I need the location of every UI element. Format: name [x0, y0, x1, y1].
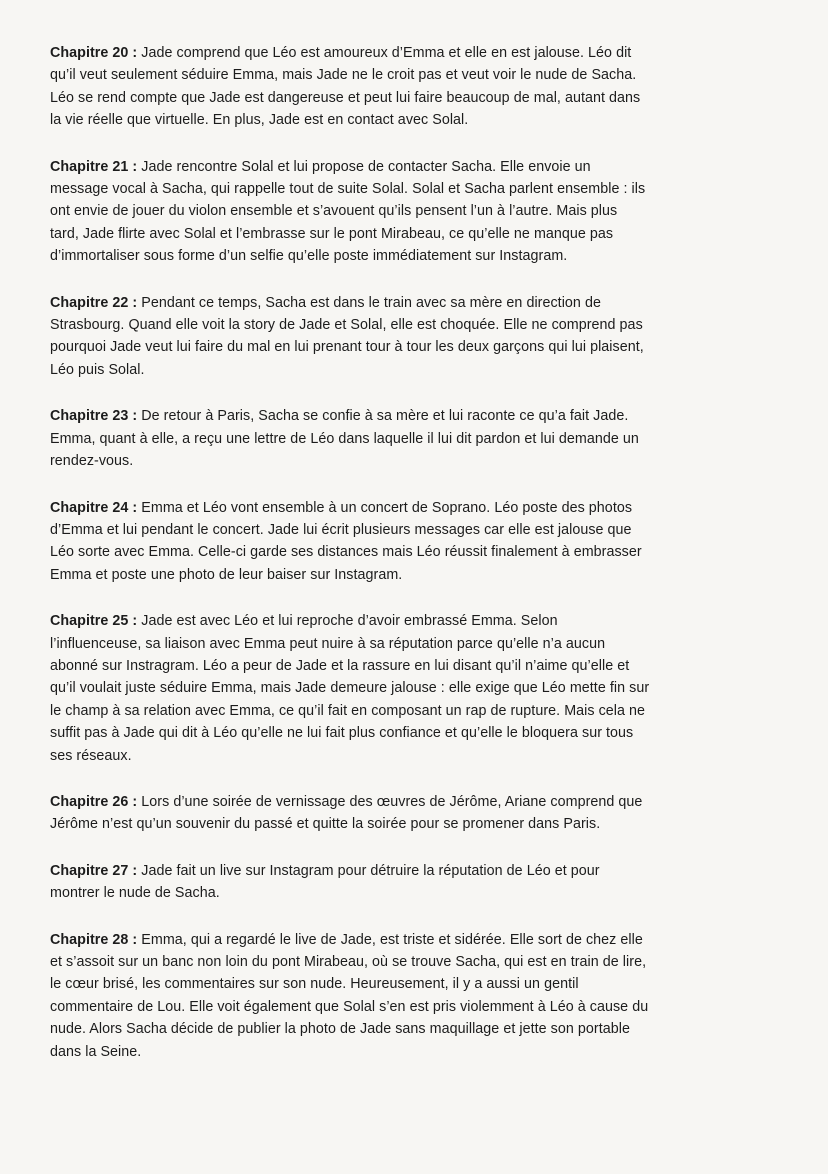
chapter-text: Lors d’une soirée de vernissage des œuvres de Jérôme, Ariane comprend que Jérôme n’est qu’un souvenir du passé et quitte la soirée pour se promener dans Paris.	[50, 793, 643, 833]
chapter-paragraph	[50, 497, 650, 587]
chapter-paragraph	[50, 929, 650, 1063]
chapter-paragraph	[50, 42, 650, 132]
chapter-label: Chapitre 25 :	[50, 613, 138, 630]
chapter-22-summary	[50, 292, 650, 382]
chapter-paragraph	[50, 405, 650, 472]
chapter-label: Chapitre 21 :	[50, 158, 138, 175]
chapter-26-summary	[50, 791, 650, 836]
chapter-text: Emma et Léo vont ensemble à un concert de Soprano. Léo poste des photos d’Emma et lui pendant le concert. Jade lui écrit plusieurs messages car elle est jalouse que Léo sorte avec Emma. Celle-ci garde ses distances mais Léo réussit finalement à embrasser Emma et poste une photo de leur baiser sur Instagram.	[50, 499, 642, 583]
chapter-paragraph	[50, 156, 650, 268]
chapter-label: Chapitre 27 :	[50, 862, 138, 879]
chapter-label: Chapitre 20 :	[50, 45, 138, 61]
chapter-label: Chapitre 26 :	[50, 793, 138, 810]
chapter-text: Emma, qui a regardé le live de Jade, est triste et sidérée. Elle sort de chez elle et s’assoit sur un banc non loin du pont Mirabeau, où se trouve Sacha, qui est en train de lire, le cœur brisé, les commentaires sur son nude. Heureusement, il y a aussi un gentil commentaire de Lou. Elle voit également que Solal s’en est pris violemment à Léo à cause du nude. Alors Sacha décide de publier la photo de Jade sans maquillage et jette son portable dans la Seine.	[50, 931, 649, 1060]
chapter-text: Jade fait un live sur Instagram pour détruire la réputation de Léo et pour montrer le nude de Sacha.	[50, 862, 600, 902]
chapter-25-summary	[50, 610, 650, 767]
chapter-text: De retour à Paris, Sacha se confie à sa mère et lui raconte ce qu’a fait Jade. Emma, quant à elle, a reçu une lettre de Léo dans laquelle il lui dit pardon et lui demande un rendez-vous.	[50, 408, 639, 470]
chapter-text: Pendant ce temps, Sacha est dans le train avec sa mère en direction de Strasbourg. Quand elle voit la story de Jade et Solal, elle est choquée. Elle ne comprend pas pourquoi Jade veut lui faire du mal en lui prenant tour à tour les deux garçons qui lui plaisent, Léo puis Solal.	[50, 294, 644, 378]
chapter-paragraph	[50, 292, 650, 382]
chapter-label: Chapitre 22 :	[50, 294, 138, 311]
chapter-text: Jade rencontre Solal et lui propose de contacter Sacha. Elle envoie un message vocal à Sacha, qui rappelle tout de suite Solal. Solal et Sacha parlent ensemble : ils ont envie de jouer du violon ensemble et s’avouent qu’ils pensent l’un à l’autre. Mais plus tard, Jade flirte avec Solal et l’embrasse sur le pont Mirabeau, ce qu’elle ne manque pas d’immortaliser sous forme d’un selfie qu’elle poste immédiatement sur Instagram.	[50, 158, 646, 265]
chapter-text: Jade est avec Léo et lui reproche d’avoir embrassé Emma. Selon l’influenceuse, sa liaison avec Emma peut nuire à sa réputation parce qu’elle n’a aucun abonné sur Instragram. Léo a peur de Jade et la rassure en lui disant qu’il n’aime qu’elle et qu’il voulait juste séduire Emma, mais Jade demeure jalouse : elle exige que Léo mette fin sur le champ à sa relation avec Emma, ce qu’il fait en composant un rap de rupture. Mais cela ne suffit pas à Jade qui dit à Léo qu’elle ne lui fait plus confiance et qu’elle le bloquera sur tous ses réseaux.	[50, 613, 650, 764]
chapter-paragraph	[50, 860, 650, 905]
chapter-21-summary	[50, 156, 650, 268]
chapter-24-summary	[50, 497, 650, 587]
chapter-27-summary	[50, 860, 650, 905]
chapter-23-summary	[50, 405, 650, 472]
chapter-label: Chapitre 24 :	[50, 499, 138, 516]
chapter-label: Chapitre 28 :	[50, 931, 138, 948]
chapter-text: Jade comprend que Léo est amoureux d’Emma et elle en est jalouse. Léo dit qu’il veut seulement séduire Emma, mais Jade ne le croit pas et veut voir le nude de Sacha. Léo se rend compte que Jade est dangereuse et peut lui faire beaucoup de mal, autant dans la vie réelle que virtuelle. En plus, Jade est en contact avec Solal.	[50, 45, 641, 129]
chapter-paragraph	[50, 610, 650, 767]
chapter-label: Chapitre 23 :	[50, 408, 138, 425]
chapter-paragraph	[50, 791, 650, 836]
chapter-20-summary	[50, 42, 650, 132]
chapter-28-summary	[50, 929, 650, 1063]
